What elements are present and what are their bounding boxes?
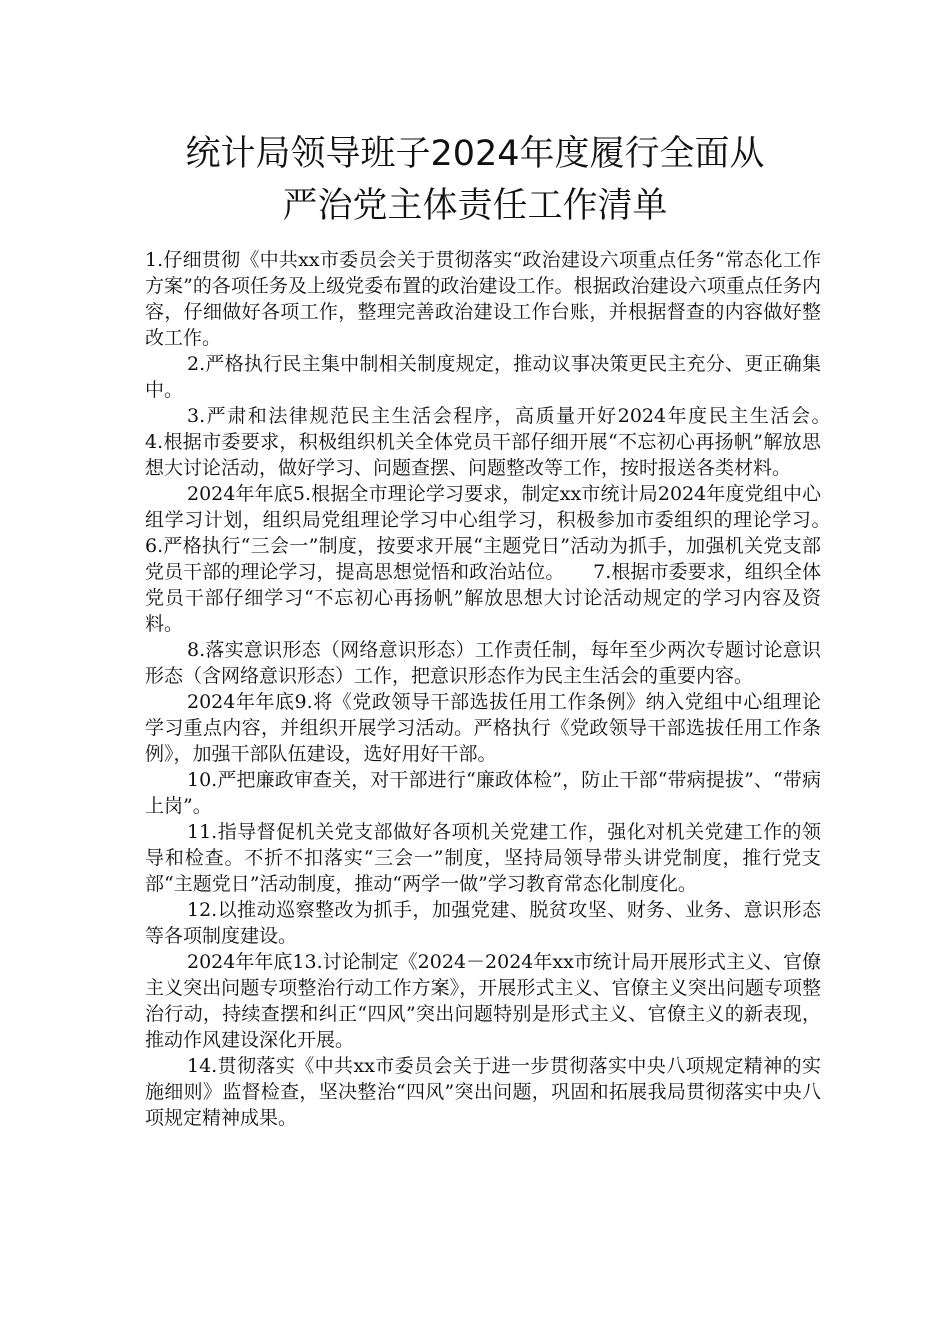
paragraph-4: 2024年年底5.根据全市理论学习要求，制定xx市统计局2024年度党组中心组学习计划，组织局党组理论学习中心组学习，积极参加市委组织的理论学习。 6.严格执行“三会一”制度，按要求开展“主题党日”活动为抓手，加强机关党支部党员干部的理论学习，提高思想觉悟和政治站位。 7.根据市委要求，组织全体党员干部仔细学习“不忘初心再扬帆”解放思想大讨论活动规定的学习内容及资料。	[145, 483, 860, 635]
paragraph-9: 12.以推动巡察整改为抓手，加强党建、脱贫攻坚、财务、业务、意识形态等各项制度建设。	[145, 899, 821, 947]
paragraph-10: 2024年年底13.讨论制定《2024－2024年xx市统计局开展形式主义、官僚主义突出问题专项整治行动工作方案》，开展形式主义、官僚主义突出问题专项整治行动，持续查摆和纠正“四风”突出问题特别是形式主义、官僚主义的新表现，推动作风建设深化开展。	[145, 951, 821, 1051]
document-title	[95, 128, 855, 232]
title-line-2: 严治党主体责任工作清单	[282, 186, 668, 226]
paragraph-11: 14.贯彻落实《中共xx市委员会关于进一步贯彻落实中央八项规定精神的实施细则》监督检查，坚决整治“四风”突出问题，巩固和拓展我局贯彻落实中央八项规定精神成果。	[145, 1055, 821, 1129]
paragraph-1: 1.仔细贯彻《中共xx市委员会关于贯彻落实“政治建设六项重点任务“常态化工作方案”的各项任务及上级党委布置的政治建设工作。根据政治建设六项重点任务内容，仔细做好各项工作，整理完善政治建设工作台账，并根据督查的内容做好整改工作。	[145, 249, 821, 349]
paragraph-3: 3.严肃和法律规范民主生活会程序，高质量开好2024年度民主生活会。 4.根据市委要求，积极组织机关全体党员干部仔细开展“不忘初心再扬帆”解放思想大讨论活动，做好学习、问题查摆、问题整改等工作，按时报送各类材料。	[145, 405, 860, 479]
paragraph-6: 2024年年底9.将《党政领导干部选拔任用工作条例》纳入党组中心组理论学习重点内容，并组织开展学习活动。严格执行《党政领导干部选拔任用工作条例》，加强干部队伍建设，选好用好干部。	[145, 691, 821, 765]
title-line-1: 统计局领导班子2024年度履行全面从	[185, 134, 765, 174]
paragraph-5: 8.落实意识形态（网络意识形态）工作责任制，每年至少两次专题讨论意识形态（含网络意识形态）工作，把意识形态作为民主生活会的重要内容。	[145, 639, 821, 687]
paragraph-2: 2.严格执行民主集中制相关制度规定，推动议事决策更民主充分、更正确集中。	[145, 353, 821, 401]
paragraph-7: 10.严把廉政审查关，对干部进行“廉政体检”，防止干部“带病提拔”、“带病上岗”。	[145, 769, 821, 817]
document-body	[145, 247, 860, 1131]
paragraph-8: 11.指导督促机关党支部做好各项机关党建工作，强化对机关党建工作的领导和检查。不折不扣落实“三会一”制度，坚持局领导带头讲党制度，推行党支部“主题党日”活动制度，推动“两学一做”学习教育常态化制度化。	[145, 821, 821, 895]
